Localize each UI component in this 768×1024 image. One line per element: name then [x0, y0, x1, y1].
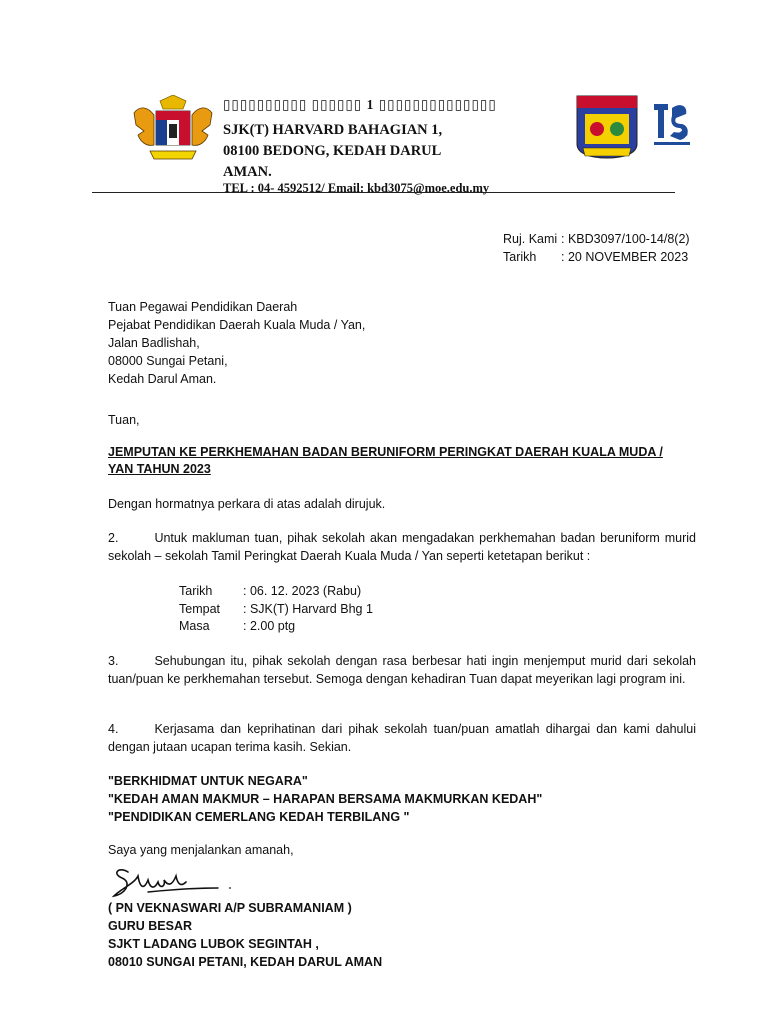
paragraph-text: Untuk makluman tuan, pihak sekolah akan mengadakan perkhemahan badan beruniform murid sekolah – sekolah Tamil Peringkat Daerah Kuala Muda / Yan seperti ketetapan berikut : — [108, 531, 696, 563]
reference-block — [503, 230, 690, 266]
opening-line: Dengan hormatnya perkara di atas adalah dirujuk. — [108, 497, 386, 511]
detail-label: Masa — [179, 619, 210, 633]
tarikh-value: : 20 NOVEMBER 2023 — [561, 250, 689, 264]
ruj-value: : KBD3097/100-14/8(2) — [561, 232, 690, 246]
detail-value: : 2.00 ptg — [243, 619, 296, 633]
address-line: Kedah Darul Aman. — [108, 372, 217, 386]
school-line: AMAN. — [223, 164, 272, 180]
detail-label: Tempat — [179, 601, 220, 616]
closing-line: Saya yang menjalankan amanah, — [108, 843, 294, 857]
tarikh-label: Tarikh — [503, 250, 537, 264]
address-line: Tuan Pegawai Pendidikan Daerah — [108, 300, 298, 314]
svg-text:25: 25 — [680, 131, 688, 138]
motto-line: "PENDIDIKAN CEMERLANG KEDAH TERBILANG " — [108, 810, 410, 824]
subject-line: JEMPUTAN KE PERKHEMAHAN BADAN BERUNIFORM PERINGKAT DAERAH KUALA MUDA / YAN TAHUN 2023 — [108, 445, 663, 476]
school-line: 08100 BEDONG, KEDAH DARUL — [223, 143, 442, 159]
paragraph-text: Kerjasama dan keprihatinan dari pihak sekolah tuan/puan amatlah dihargai dan kami dahului dengan jutaan ucapan terima kasih. Sekian. — [108, 722, 696, 754]
motto-line: "KEDAH AMAN MAKMUR – HARAPAN BERSAMA MAKMURKAN KEDAH" — [108, 792, 543, 806]
address-line: Jalan Badlishah, — [108, 336, 200, 350]
paragraph-number: 3. — [108, 654, 119, 668]
letterhead-native-script: ▯▯▯▯▯▯▯▯▯▯ ▯▯▯▯▯▯ 1 ▯▯▯▯▯▯▯▯▯▯▯▯▯▯ — [223, 97, 497, 112]
ts25-logo-icon — [652, 100, 692, 150]
paragraph-3 — [108, 653, 696, 688]
signatory-line: ( PN VEKNASWARI A/P SUBRAMANIAM ) — [108, 901, 352, 915]
coat-of-arms-icon — [130, 95, 216, 165]
detail-value: : 06. 12. 2023 (Rabu) — [243, 584, 362, 598]
detail-value: : SJK(T) Harvard Bhg 1 — [243, 601, 373, 616]
detail-label: Tarikh — [179, 584, 213, 598]
paragraph-4 — [108, 721, 696, 756]
school-crest-icon — [573, 94, 641, 164]
address-line: 08000 Sungai Petani, — [108, 354, 228, 368]
recipient-address — [108, 298, 365, 388]
letterhead-divider — [92, 192, 675, 193]
signatory-line: SJKT LADANG LUBOK SEGINTAH , — [108, 937, 319, 951]
school-line: SJK(T) HARVARD BAHAGIAN 1, — [223, 122, 443, 138]
motto-block — [108, 772, 542, 826]
signatory-line: 08010 SUNGAI PETANI, KEDAH DARUL AMAN — [108, 955, 383, 969]
paragraph-number: 4. — [108, 722, 119, 736]
address-line: Pejabat Pendidikan Daerah Kuala Muda / Yan, — [108, 318, 366, 332]
signatory-line: GURU BESAR — [108, 919, 193, 933]
handwritten-signature-icon — [108, 862, 238, 902]
paragraph-2 — [108, 530, 696, 565]
salutation: Tuan, — [108, 413, 140, 427]
contact-line: TEL : 04- 4592512/ Email: kbd3075@moe.edu.my — [223, 181, 490, 195]
paragraph-text: Sehubungan itu, pihak sekolah dengan rasa berbesar hati ingin menjemput murid dari sekolah tuan/puan ke perkhemahan tersebut. Semoga dengan kehadiran Tuan dapat meyerikan lagi program ini. — [108, 654, 696, 686]
ruj-label: Ruj. Kami — [503, 232, 558, 246]
motto-line: "BERKHIDMAT UNTUK NEGARA" — [108, 774, 308, 788]
paragraph-number: 2. — [108, 531, 119, 545]
signatory-block — [108, 899, 382, 971]
event-details — [179, 583, 373, 636]
school-name-block — [223, 120, 442, 183]
